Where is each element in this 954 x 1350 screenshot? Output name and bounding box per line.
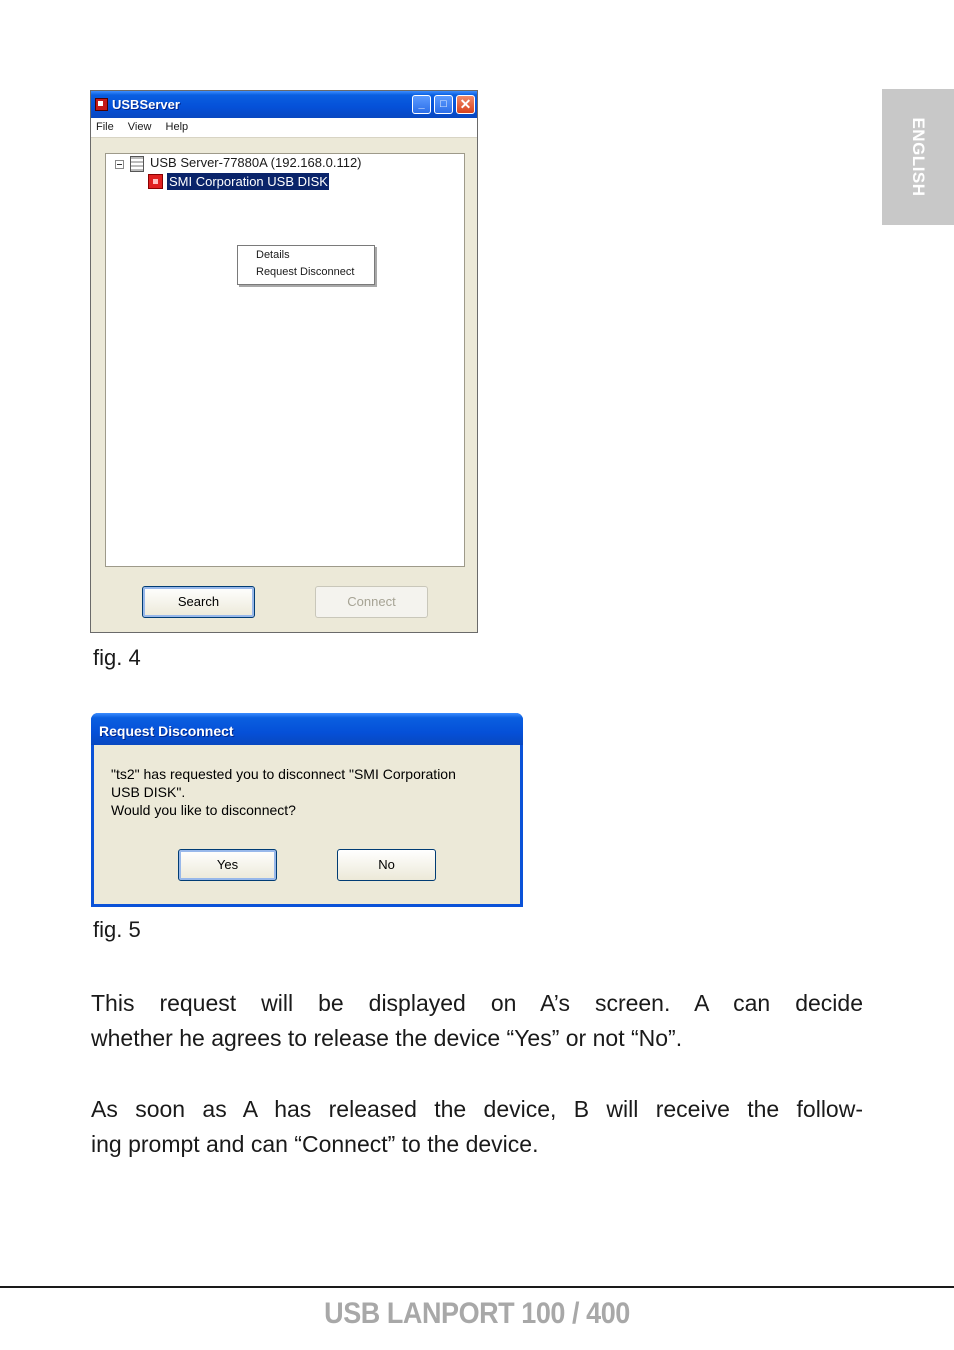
context-menu [237, 245, 375, 285]
paragraph-request-displayed [91, 986, 863, 1056]
paragraph-line: As soon as A has released the device, B will receive the follow- [91, 1096, 863, 1122]
minimize-button[interactable]: _ [412, 95, 431, 114]
connect-button[interactable]: Connect [315, 586, 428, 618]
window-title: USBServer [112, 97, 180, 112]
tree-item-device[interactable]: SMI Corporation USB DISK [169, 174, 328, 189]
request-disconnect-dialog [91, 713, 523, 907]
dialog-message [111, 765, 511, 819]
footer-product-title: USB LANPORT 100 / 400 [324, 1297, 630, 1330]
search-button[interactable]: Search [142, 586, 255, 618]
paragraph-line: whether he agrees to release the device “Yes” or not “No”. [91, 1025, 683, 1051]
close-button[interactable]: ✕ [456, 95, 475, 114]
menu-bar [91, 118, 477, 138]
device-tree[interactable] [105, 153, 465, 567]
usbserver-window [90, 90, 478, 633]
no-button[interactable]: No [337, 849, 436, 881]
dialog-title: Request Disconnect [91, 713, 523, 745]
menu-view[interactable]: View [127, 121, 152, 133]
usbserver-app-icon [95, 98, 108, 111]
context-menu-details[interactable]: Details [256, 249, 290, 261]
window-titlebar [91, 91, 477, 118]
dialog-message-line: USB DISK". [111, 784, 186, 800]
menu-help[interactable]: Help [165, 121, 189, 133]
dialog-message-line: "ts2" has requested you to disconnect "SMI Corporation [111, 766, 456, 782]
dialog-message-line: Would you like to disconnect? [111, 802, 296, 818]
footer-divider [0, 1286, 954, 1288]
paragraph-released-device [91, 1092, 863, 1162]
usb-device-icon [148, 174, 163, 189]
server-icon [130, 156, 144, 172]
figure-5-caption: fig. 5 [93, 917, 141, 942]
context-menu-request-disconnect[interactable]: Request Disconnect [256, 266, 355, 278]
paragraph-line: This request will be displayed on A’s screen. A can decide [91, 990, 863, 1016]
language-tab [882, 89, 954, 225]
menu-file[interactable]: File [96, 121, 114, 133]
yes-button[interactable]: Yes [178, 849, 277, 881]
figure-4-caption: fig. 4 [93, 645, 141, 670]
maximize-button[interactable]: □ [434, 95, 453, 114]
paragraph-line: ing prompt and can “Connect” to the device. [91, 1131, 539, 1157]
language-tab-label: ENGLISH [909, 117, 928, 197]
tree-item-server[interactable]: USB Server-77880A (192.168.0.112) [150, 155, 362, 170]
collapse-icon[interactable] [115, 160, 124, 169]
